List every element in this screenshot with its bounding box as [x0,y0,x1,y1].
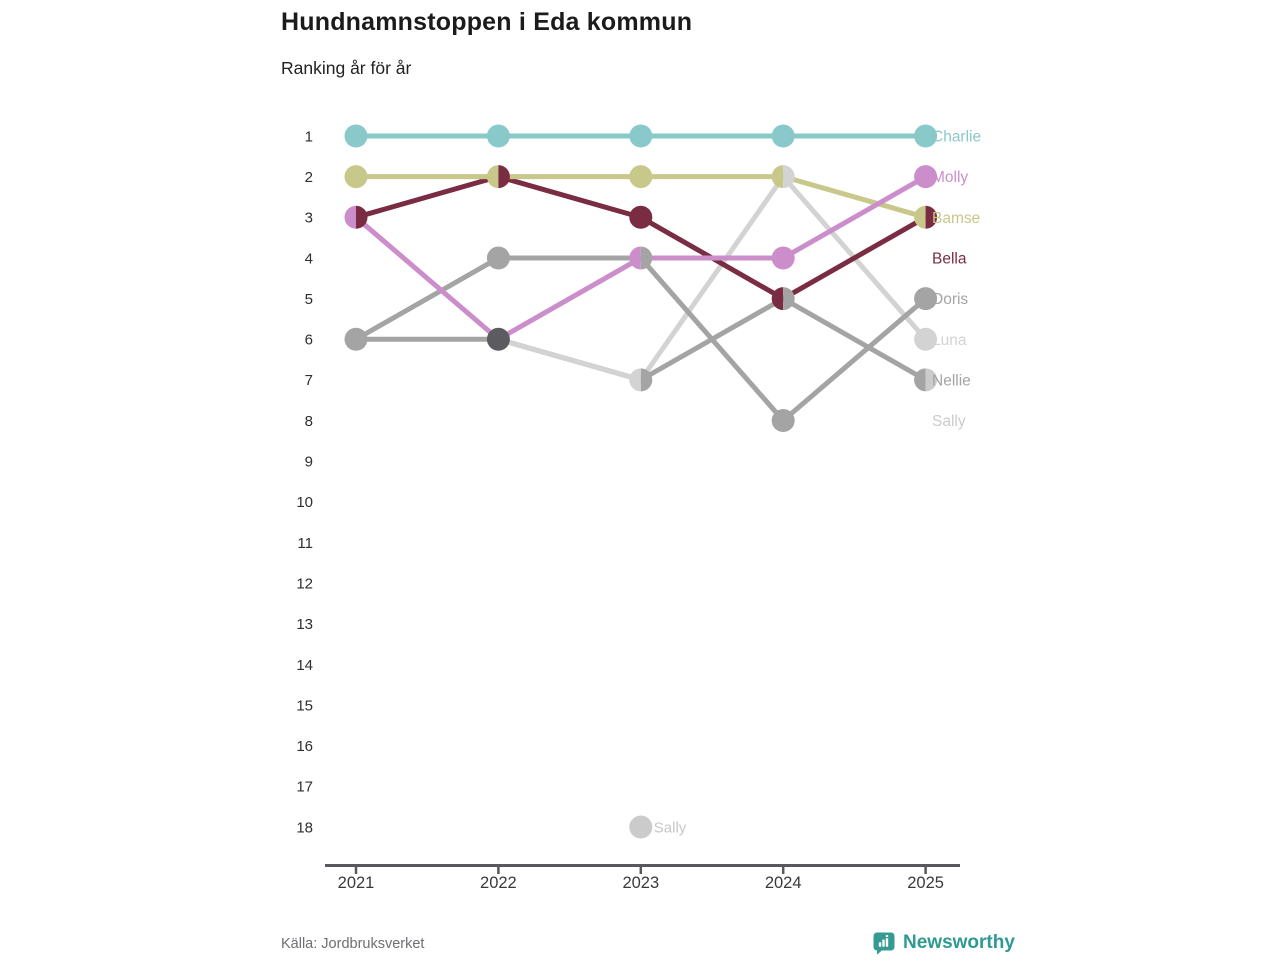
data-point-molly [345,206,357,229]
y-tick-label: 12 [296,575,313,593]
annotation-label: Sally [653,819,687,837]
series-label-charlie: Charlie [932,128,982,146]
x-tick-label: 2024 [764,874,802,892]
chart-title: Hundnamnstoppen i Eda kommun [281,8,693,36]
series-label-bamse: Bamse [932,209,981,227]
data-point-molly [772,246,795,269]
data-point-charlie [345,125,368,148]
x-tick-label: 2025 [907,874,944,892]
y-tick-label: 5 [304,290,313,308]
data-point-sally [629,816,652,839]
data-point-bamse [629,165,652,188]
y-tick-label: 14 [296,656,313,674]
series-label-sally: Sally [932,413,966,431]
series-points [345,125,938,839]
series-label-luna: Luna [932,331,967,349]
data-point-bella [629,206,652,229]
series-label-molly: Molly [932,169,969,187]
x-tick-label: 2021 [337,874,375,892]
y-tick-label: 2 [304,168,313,186]
data-point-charlie [487,125,510,148]
y-tick-label: 17 [296,778,313,796]
x-tick-label: 2023 [622,874,660,892]
newsworthy-wordmark: Newsworthy [903,932,1015,953]
series-line-luna [498,177,925,380]
series-label-bella: Bella [932,250,967,268]
y-tick-label: 13 [296,616,313,634]
y-tick-label: 1 [304,128,313,146]
y-tick-label: 16 [296,738,313,756]
series-end-labels [932,129,981,431]
newsworthy-logo [872,931,1015,955]
y-tick-label: 7 [304,372,313,390]
data-point-charlie [772,125,795,148]
y-tick-label: 9 [304,453,313,471]
newsworthy-logo-icon [872,931,896,955]
y-tick-label: 6 [304,331,313,349]
source-text: Källa: Jordbruksverket [281,936,425,952]
y-axis-rank-labels [296,128,313,836]
y-tick-label: 4 [304,250,313,268]
chart-subtitle: Ranking år för år [281,58,412,78]
x-axis [325,866,960,893]
series-label-doris: Doris [932,291,969,309]
y-tick-label: 18 [296,819,313,837]
y-tick-label: 10 [296,494,313,512]
y-tick-label: 8 [304,412,313,430]
series-line-nellie [356,299,926,380]
data-point-tie [487,328,510,351]
data-point-doris [487,246,510,269]
x-tick-label: 2022 [480,874,517,892]
data-point-bella [498,165,509,188]
data-point-doris [772,409,795,432]
data-point-bamse [345,165,368,188]
data-point-doris [345,328,357,351]
y-tick-label: 15 [296,697,313,715]
data-point-charlie [629,125,652,148]
data-point-luna [629,368,640,391]
y-tick-label: 3 [304,209,313,227]
y-tick-label: 11 [297,534,313,552]
series-label-nellie: Nellie [932,372,971,390]
data-point-bamse [487,165,498,188]
data-point-bamse [772,165,783,188]
